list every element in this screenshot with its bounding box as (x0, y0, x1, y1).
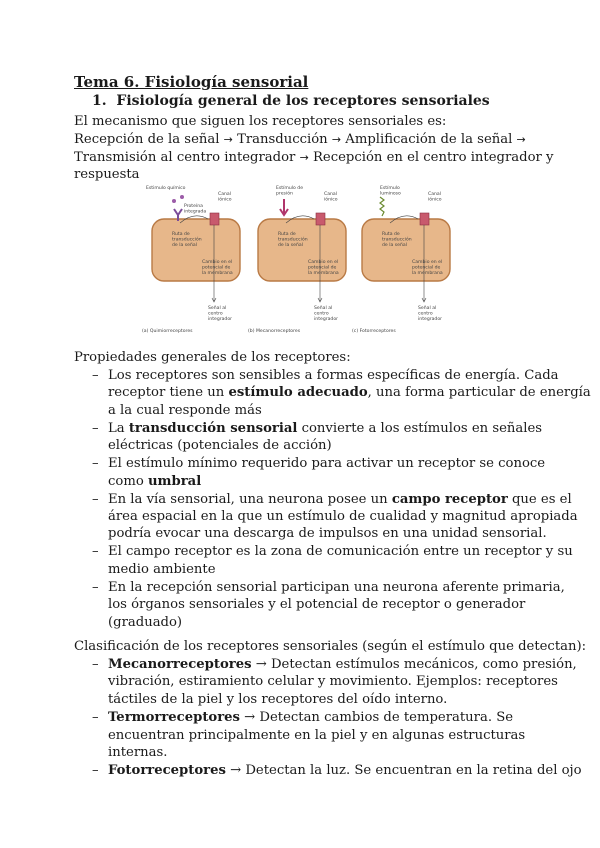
text-segment: encuentran principalmente en la piel y en algunas estructuras (108, 727, 526, 743)
properties-heading: Propiedades generales de los receptores: (74, 350, 351, 365)
list-item-line (108, 473, 201, 490)
list-item-line (108, 455, 545, 472)
text-segment: los órganos sensoriales y el potencial de receptor o generador (108, 597, 526, 613)
text-segment: receptor tiene un (108, 385, 229, 401)
receptor-figure (140, 183, 470, 335)
pathway-label: Ruta de (278, 232, 296, 237)
bullet-dash: – (92, 491, 99, 507)
output-label: Señal al (208, 306, 227, 311)
output-label: centro (418, 311, 433, 317)
text-segment: El campo receptor es la zona de comunicación entre un receptor y su (108, 544, 573, 560)
stimulus-label: Estimulo químico (146, 186, 186, 191)
bold-term: transducción sensorial (128, 420, 298, 436)
output-label: centro (314, 311, 329, 317)
bullet-dash: – (92, 710, 99, 726)
list-item-line (108, 614, 182, 631)
panel-caption: (a) Quimiorreceptores (142, 329, 193, 334)
channel-label: iónico (324, 197, 338, 203)
list-item-line (108, 491, 572, 508)
arrow-icon: → (223, 133, 233, 146)
text-segment: → Detectan cambios de temperatura. Se (239, 710, 514, 726)
section-number: 1. (92, 93, 107, 109)
output-label: integrador (418, 316, 443, 322)
text-segment: → Detectan estímulos mecánicos, como presión, (251, 657, 577, 672)
channel-label: Canal (218, 192, 232, 197)
bullet-dash: – (92, 657, 99, 672)
list-item-line (108, 402, 262, 419)
arrow-icon: → (331, 133, 342, 146)
ligand-icon (172, 199, 176, 203)
step-5a: Recepción en el centro integrador y (312, 150, 554, 165)
list-item-line (108, 437, 332, 454)
list-item-line (108, 691, 447, 708)
text-segment: En la vía sensorial, una neurona posee un (108, 491, 392, 507)
change-label: Cambio en el (308, 260, 339, 265)
list-item-line (108, 596, 525, 613)
bold-term: Termorreceptores (108, 710, 240, 726)
text-segment: como (108, 473, 148, 489)
stimulus-label: presión (276, 191, 293, 197)
text-segment: podría evocar una descarga de impulsos en una unidad sensorial. (108, 526, 547, 542)
bullet-dash: – (92, 544, 99, 560)
classification-heading: Clasificación de los receptores sensoriales (según el estímulo que detectan): (74, 639, 587, 654)
pathway-label: de la señal (382, 242, 407, 248)
intro-steps-line-3: respuesta (74, 167, 140, 182)
text-segment: (graduado) (108, 614, 183, 630)
output-label: integrador (208, 316, 233, 322)
channel-label: Canal (324, 192, 338, 197)
change-label: potencial de (202, 265, 231, 271)
list-item-line (108, 384, 591, 401)
list-item-line (108, 727, 525, 744)
text-segment: área espacial en la que un estímulo de cualidad y magnitud apropiada (108, 509, 578, 524)
step-3: Amplificación de la señal (345, 132, 513, 147)
intro-line: El mecanismo que siguen los receptores sensoriales es: (74, 114, 447, 129)
list-item-line (108, 709, 513, 726)
change-label: potencial de (308, 265, 337, 271)
text-segment: → Detectan la luz. Se encuentran en la retina del ojo (225, 763, 582, 779)
channel-label: iónico (428, 197, 442, 203)
list-item-line (108, 656, 577, 673)
text-segment: eléctricas (potenciales de acción) (108, 438, 332, 454)
text-segment: En la recepción sensorial participan una neurona aferente primaria, (108, 579, 565, 595)
stimulus-label: Estímulo (380, 186, 400, 191)
channel-label: Canal (428, 192, 442, 197)
stimulus-label: luminoso (380, 191, 401, 197)
bold-term: estímulo adecuado (228, 385, 368, 401)
list-item-line (108, 543, 573, 560)
channel-label: iónico (218, 197, 232, 203)
output-label: Señal al (418, 306, 437, 311)
list-item-line (108, 525, 547, 542)
text-segment: táctiles de la piel y los receptores del oído interno. (108, 691, 448, 707)
step-2: Transducción (237, 132, 328, 147)
change-label: la membrana (412, 270, 443, 276)
output-label: centro (208, 311, 223, 317)
text-segment: Los receptores son sensibles a formas específicas de energía. Cada (108, 368, 559, 383)
page-title: Tema 6. Fisiología sensorial (74, 73, 309, 91)
section-heading-text: Fisiología general de los receptores sensoriales (116, 93, 490, 109)
pathway-label: Ruta de (382, 232, 400, 237)
arrow-icon: → (516, 133, 526, 146)
text-segment: , una forma particular de energía (367, 385, 591, 401)
bullet-dash: – (92, 579, 99, 595)
section-heading (92, 93, 490, 110)
intro-steps-line-2 (74, 149, 553, 166)
list-item-line (108, 762, 582, 779)
change-label: la membrana (308, 270, 339, 276)
bold-term: campo receptor (391, 491, 508, 507)
list-item-line (108, 367, 559, 384)
receptor-label: Proteína (184, 204, 203, 209)
change-label: Cambio en el (412, 260, 443, 265)
panel-caption: (c) Fotorreceptores (352, 329, 396, 334)
intro-steps-line-1 (74, 131, 526, 148)
step-1: Recepción de la señal (74, 132, 220, 147)
text-segment: convierte a los estímulos en señales (297, 420, 543, 436)
list-item-line (108, 508, 578, 525)
change-label: Cambio en el (202, 260, 233, 265)
bold-term: umbral (147, 473, 202, 489)
change-label: la membrana (202, 270, 233, 276)
pathway-label: transducción (172, 237, 202, 243)
list-item-line (108, 420, 542, 437)
text-segment: que es el (507, 491, 572, 507)
pathway-label: transducción (278, 237, 308, 243)
bold-term: Fotorreceptores (108, 763, 226, 779)
pathway-label: Ruta de (172, 232, 190, 237)
ligand-icon (180, 195, 184, 199)
pressure-arrow-icon (280, 199, 288, 215)
output-label: Señal al (314, 306, 333, 311)
text-segment: medio ambiente (108, 561, 216, 577)
ion-channel-icon (420, 213, 429, 225)
light-wave-icon (380, 197, 384, 216)
list-item-line (108, 561, 216, 578)
pathway-label: de la señal (278, 242, 303, 248)
list-item-line (108, 579, 565, 596)
arrow-icon: → (299, 151, 309, 164)
list-item-line (108, 744, 167, 761)
text-segment: vibración, estiramiento celular y movimiento. Ejemplos: receptores (108, 674, 558, 690)
text-segment: La (108, 420, 129, 436)
pathway-label: transducción (382, 237, 412, 243)
text-segment: internas. (108, 745, 168, 760)
bullet-dash: – (92, 368, 99, 383)
bullet-dash: – (92, 456, 99, 472)
list-item-line (108, 673, 558, 690)
panel-caption: (b) Mecanorreceptores (248, 329, 301, 334)
bold-term: Mecanorreceptores (108, 657, 252, 672)
ion-channel-icon (316, 213, 325, 225)
text-segment: El estímulo mínimo requerido para activar un receptor se conoce (108, 456, 546, 472)
receptor-label: integrada (184, 209, 207, 215)
output-label: integrador (314, 316, 339, 322)
ion-channel-icon (210, 213, 219, 225)
text-segment: a la cual responde más (108, 402, 262, 418)
bullet-dash: – (92, 763, 99, 779)
pathway-label: de la señal (172, 242, 197, 248)
change-label: potencial de (412, 265, 441, 271)
step-4: Transmisión al centro integrador (74, 150, 296, 165)
stimulus-label: Estímulo de (276, 186, 304, 191)
bullet-dash: – (92, 420, 99, 436)
